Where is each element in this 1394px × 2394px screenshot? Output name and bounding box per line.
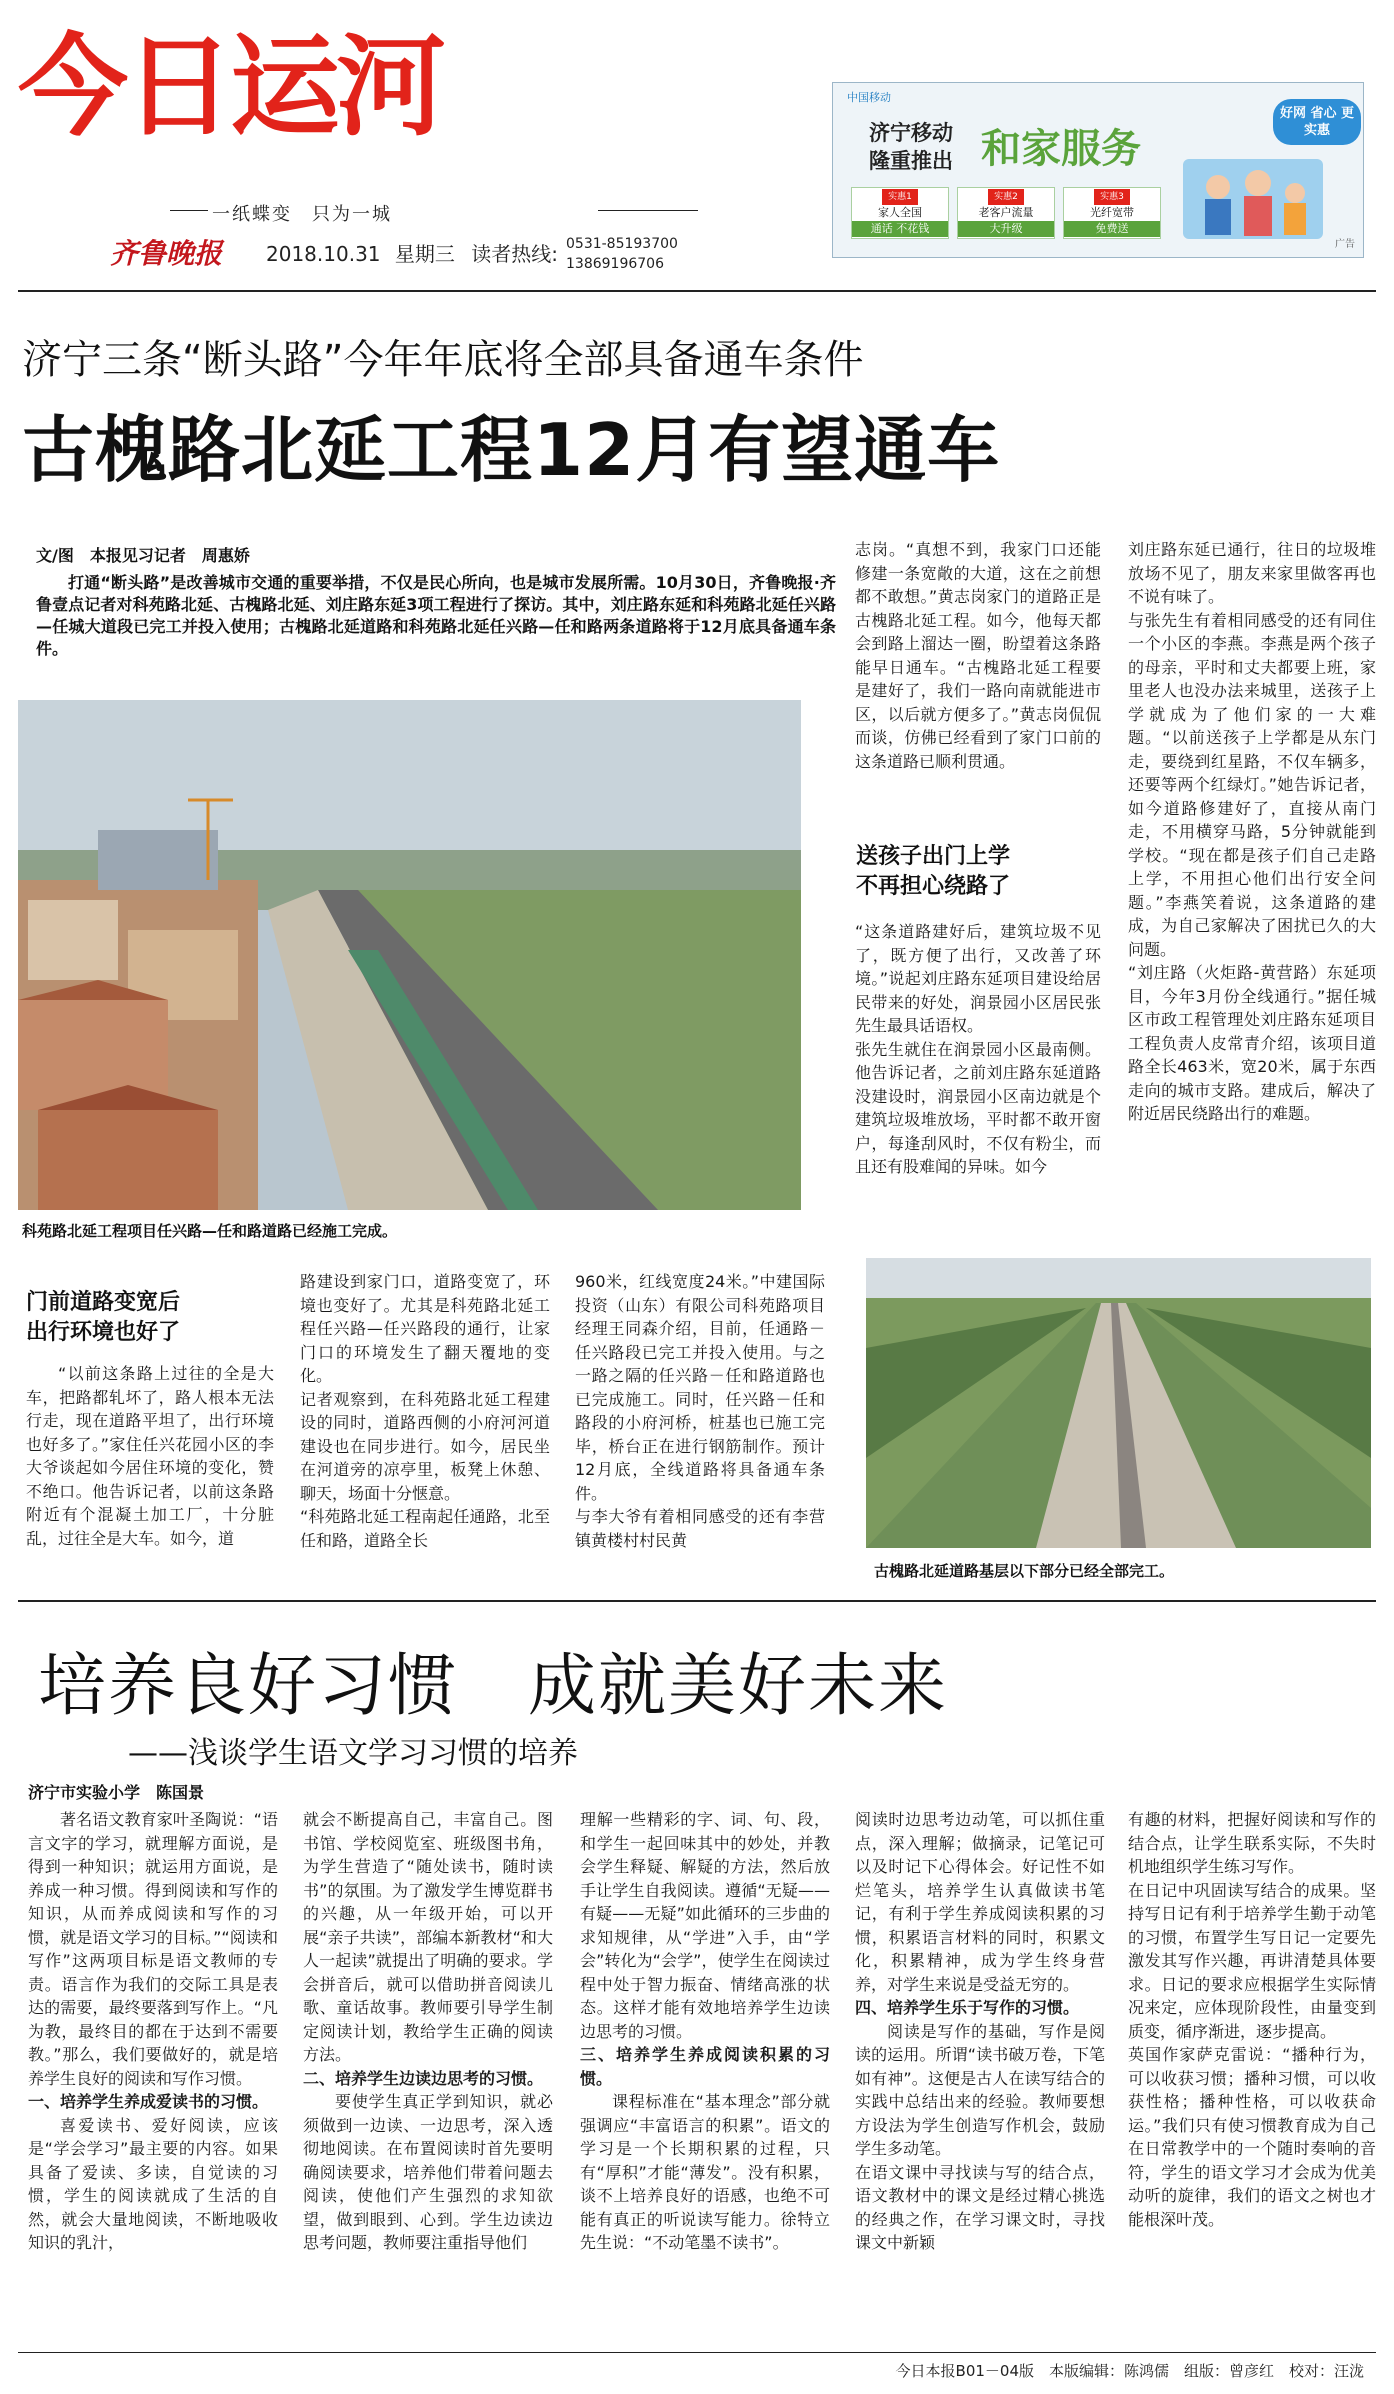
hotline-2: 13869196706 [566, 256, 664, 272]
ad-family-illustration [1173, 149, 1333, 249]
subhead-kids: 送孩子出门上学 不再担心绕路了 [856, 844, 1011, 899]
ad-item-tag: 实惠2 [988, 189, 1024, 205]
masthead-title: 今日运河 [18, 23, 442, 151]
story1-col-b1: “以前这条路上过往的全是大车，把路都轧坏了，路人根本无法行走，现在道路平坦了，出行环境也好多了。”家住任兴花园小区的李大爷谈起如今居住环境的变化，赞不绝口。他告诉记者，以前这条路附近有个混凝土加工厂，十分脏乱，过往全是大车。如今，道 [26, 1364, 274, 1548]
hotline-label: 读者热线: [471, 242, 558, 266]
ad-line1: 济宁移动 [869, 121, 953, 145]
paragraph: 阅读是写作的基础，写作是阅读的运用。所谓“读书破万卷，下笔如有神”。这便是古人在读写结合的实践中总结出来的经验。教师要想方设法为学生创造写作机会，鼓励学生多动笔。 在语文课中寻找读与写的结合点，语文教材中的课文是经过精心挑选的经典之作，在学习课文时，寻找课文中新颖 [855, 2021, 1105, 2252]
ad-line2: 隆重推出 [869, 149, 953, 173]
masthead-divider [18, 290, 1376, 292]
ad-item-text1: 老客户流量 [978, 206, 1034, 219]
paragraph: 就会不断提高自己，丰富自己。图书馆、学校阅览室、班级图书角，为学生营造了“随处读书，随时读书”的氛围。为了激发学生博览群书的兴趣，从一年级开始，可以开展“亲子共读”，部编本新教材“和大人一起读”就提出了明确的要求。学会拼音后，就可以借助拼音阅读儿歌、童话故事。教师要引导学生制定阅读计划，教给学生正确的阅读方法。 [303, 1810, 553, 2064]
photo-road-aerial [866, 1258, 1371, 1548]
ad-item-text1: 光纤宽带 [1090, 206, 1134, 219]
slogan-rule-left [170, 210, 208, 211]
ad-brand: 中国移动 [847, 91, 891, 104]
section-divider [18, 1600, 1376, 1602]
story1-col-b2: 路建设到家门口，道路变宽了，环境也变好了。尤其是科苑路北延工程任兴路—任兴路段的通行，让家门口的环境发生了翻天覆地的变化。 记者观察到，在科苑路北延工程建设的同时，道路西侧的小府河河道建设也在同步进行。如今，居民坐在河道旁的凉亭里，板凳上休憩、聊天，场面十分惬意。 “科苑路北延工程南起任通路，北至任和路，道路全长 [300, 1272, 550, 1550]
ad-item-text2: 大升级 [958, 221, 1054, 237]
weekday: 星期三 [394, 242, 455, 266]
photo2-caption: 古槐路北延道路基层以下部分已经全部完工。 [874, 1562, 1175, 1580]
section-heading: 四、培养学生乐于写作的习惯。 [855, 1998, 1080, 2017]
paragraph: 课程标准在“基本理念”部分就强调应“丰富语言的积累”。语文的学习是一个长期积累的过程，只有“厚积”才能“薄发”。没有积累，谈不上培养良好的语感，也绝不可能有真正的听说读写能力。徐特立先生说：“不动笔墨不读书”。 [580, 2092, 830, 2252]
subhead-gate: 门前道路变宽后 出行环境也好了 [26, 1290, 181, 1345]
story1-byline: 文/图 本报见习记者 周惠娇 [36, 546, 250, 565]
story1-kicker: 济宁三条“断头路”今年年底将全部具备通车条件 [22, 337, 864, 383]
story2-col-5 [1128, 1808, 1376, 2231]
section-heading: 一、培养学生养成爱读书的习惯。 [28, 2092, 269, 2111]
paragraph: 阅读时边思考边动笔，可以抓住重点，深入理解；做摘录，记笔记可以及时记下心得体会。好记性不如烂笔头，培养学生认真做读书笔记，有利于学生养成阅读积累的习惯，积累语言材料的同时，积累文化，积累精神，成为学生终身营养，对学生来说是受益无穷的。 [855, 1810, 1105, 1994]
story1-col-mid-top: 志岗。“真想不到，我家门口还能修建一条宽敞的大道，这在之前想都不敢想。”黄志岗家门的道路正是古槐路北延工程。如今，他每天都会到路上溜达一圈，盼望着这条路能早日通车。“古槐路北延工程要是建好了，我们一路向南就能进市区，以后就方便多了。”黄志岗侃侃而谈，仿佛已经看到了家门口前的这条道路已顺利贯通。 [855, 540, 1101, 771]
ad-item-text2: 免费送 [1064, 221, 1160, 237]
paper-name: 齐鲁晚报 [110, 237, 223, 270]
story1-col-b3: 960米，红线宽度24米。”中建国际投资（山东）有限公司科苑路项目经理王同森介绍，目前，任通路－任兴路段已完工并投入使用。与之一路之隔的任兴路－任和路道路也已完成施工。同时，任兴路－任和路段的小府河桥，桩基也已施工完毕，桥台正在进行钢筋制作。预计12月底，全线道路将具备通车条件。 与李大爷有着相同感受的还有李营镇黄楼村村民黄 [575, 1272, 825, 1550]
issue-date [266, 238, 558, 267]
hotline-1: 0531-85193700 [566, 236, 678, 252]
photo-construction-aerial [18, 700, 801, 1210]
ad-item-tag: 实惠3 [1094, 189, 1130, 205]
ad-mark: 广告 [1335, 239, 1355, 250]
story2-col-1 [28, 1808, 278, 2255]
ad-item-3[interactable] [1063, 187, 1161, 239]
paragraph: 著名语文教育家叶圣陶说：“语言文字的学习，就理解方面说，是得到一种知识；就运用方面说，是养成一种习惯。得到阅读和写作的知识，从而养成阅读和写作的习惯，就是语文学习的目标。”“阅读和写作”这两项目标是语文教师的专责。语言作为我们的交际工具是表达的需要，最终要落到写作上。“凡为教，最终目的都在于达到不需要教。”那么，我们要做好的，就是培养学生良好的阅读和写作习惯。 [28, 1810, 278, 2088]
ad-item-1[interactable] [851, 187, 949, 239]
story2-byline: 济宁市实验小学 陈国景 [28, 1783, 205, 1802]
footer-credits: 今日本报B01－04版 本版编辑：陈鸿儒 组版：曾彦红 校对：汪泷 [895, 2362, 1364, 2380]
footer-rule [18, 2352, 1376, 2353]
story1-headline: 古槐路北延工程12月有望通车 [22, 408, 1001, 492]
story2-headline: 培养良好习惯 成就美好未来 [38, 1647, 949, 1726]
photo1-caption: 科苑路北延工程项目任兴路—任和路道路已经施工完成。 [22, 1222, 398, 1240]
ad-item-tag: 实惠1 [882, 189, 918, 205]
paragraph: 要使学生真正学到知识，就必须做到一边读、一边思考，深入透彻地阅读。在布置阅读时首先要明确阅读要求，培养他们带着问题去阅读，使他们产生强烈的求知欲望，做到眼到、心到。学生边读边思考问题，教师要注重指导他们 [303, 2092, 553, 2252]
slogan-rule-right [598, 210, 698, 211]
ad-box[interactable] [832, 82, 1364, 258]
story1-col-right: 刘庄路东延已通行，往日的垃圾堆放场不见了，朋友来家里做客再也不说有味了。 与张先生有着相同感受的还有同住一个小区的李燕。李燕是两个孩子的母亲，平时和丈夫都要上班，家里老人也没办法来城里，送孩子上学就成为了他们家的一大难题。“以前送孩子上学都是从东门走，要绕到红星路，不仅车辆多，还要等两个红绿灯。”她告诉记者，如今道路修建好了，直接从南门走，不用横穿马路，5分钟就能到学校。“现在都是孩子们自己走路上学，不用担心他们出行安全问题。”李燕笑着说，这条道路的建成，为自己家解决了困扰已久的大问题。 “刘庄路（火炬路-黄营路）东延项目，今年3月份全线通行。”据任城区市政工程管理处刘庄路东延项目工程负责人皮常青介绍，该项目道路全长463米，宽20米，属于东西走向的城市支路。建成后，解决了附近居民绕路出行的难题。 [1128, 540, 1376, 1123]
story2-subtitle: ——浅谈学生语文学习习惯的培养 [128, 1736, 578, 1771]
ad-item-text1: 家人全国 [878, 206, 922, 219]
date: 2018.10.31 [266, 242, 381, 266]
story1-col-mid-bottom: “这条道路建好后，建筑垃圾不见了，既方便了出行，又改善了环境。”说起刘庄路东延项目建设给居民带来的好处，润景园小区居民张先生最具话语权。 张先生就住在润景园小区最南侧。他告诉记者，之前刘庄路东延道路没建设时，润景园小区南边就是个建筑垃圾堆放场，平时都不敢开窗户，每逢刮风时，不仅有粉尘，而且还有股难闻的异味。如今 [855, 922, 1101, 1176]
paragraph: 喜爱读书、爱好阅读，应该是“学会学习”最主要的内容。如果具备了爱读、多读，自觉读的习惯，学生的阅读就成了生活的自然，就会大量地阅读，不断地吸收知识的乳汁， [28, 2115, 278, 2252]
ad-service: 和家服务 [981, 126, 1141, 172]
story2-col-3 [580, 1808, 830, 2255]
ad-item-2[interactable] [957, 187, 1055, 239]
story2-col-4 [855, 1808, 1105, 2255]
paragraph: 理解一些精彩的字、词、句、段，和学生一起回味其中的妙处，并教会学生释疑、解疑的方法，然后放手让学生自我阅读。遵循“无疑——有疑——无疑”如此循环的三步曲的求知规律，从“学进”入手，由“学会”转化为“会学”，使学生在阅读过程中处于智力振奋、情绪高涨的状态。这样才能有效地培养学生边读边思考的习惯。 [580, 1810, 830, 2041]
story2-col-2 [303, 1808, 553, 2255]
ad-item-text2: 通话 不花钱 [852, 221, 948, 237]
ad-badge: 好网 省心 更实惠 [1273, 99, 1361, 145]
section-heading: 二、培养学生边读边思考的习惯。 [303, 2068, 544, 2088]
masthead-slogan: 一纸蝶变 只为一城 [212, 204, 392, 225]
paragraph: 有趣的材料，把握好阅读和写作的结合点，让学生联系实际，不失时机地组织学生练习写作。 在日记中巩固读写结合的成果。坚持写日记有利于培养学生勤于动笔的习惯，布置学生写日记一定要先激发其写作兴趣，再讲清楚具体要求。日记的要求应根据学生实际情况来定，应体现阶段性，由量变到质变，循序渐进，逐步提高。 英国作家萨克雷说：“播种行为，可以收获习惯；播种习惯，可以收获性格；播种性格，可以收获命运。”我们只有使习惯教育成为自己在日常教学中的一个随时奏响的音符，学生的语文学习才会成为优美动听的旋律，我们的语文之树也才能根深叶茂。 [1128, 1810, 1376, 2229]
section-heading: 三、培养学生养成阅读积累的习惯。 [580, 2045, 830, 2088]
story1-lead: 打通“断头路”是改善城市交通的重要举措，不仅是民心所向，也是城市发展所需。10月30日，齐鲁晚报·齐鲁壹点记者对科苑路北延、古槐路北延、刘庄路东延3项工程进行了探访。其中，刘庄路东延和科苑路北延任兴路—任城大道段已完工并投入使用；古槐路北延道路和科苑路北延任兴路—任和路两条道路将于12月底具备通车条件。 [36, 573, 836, 658]
